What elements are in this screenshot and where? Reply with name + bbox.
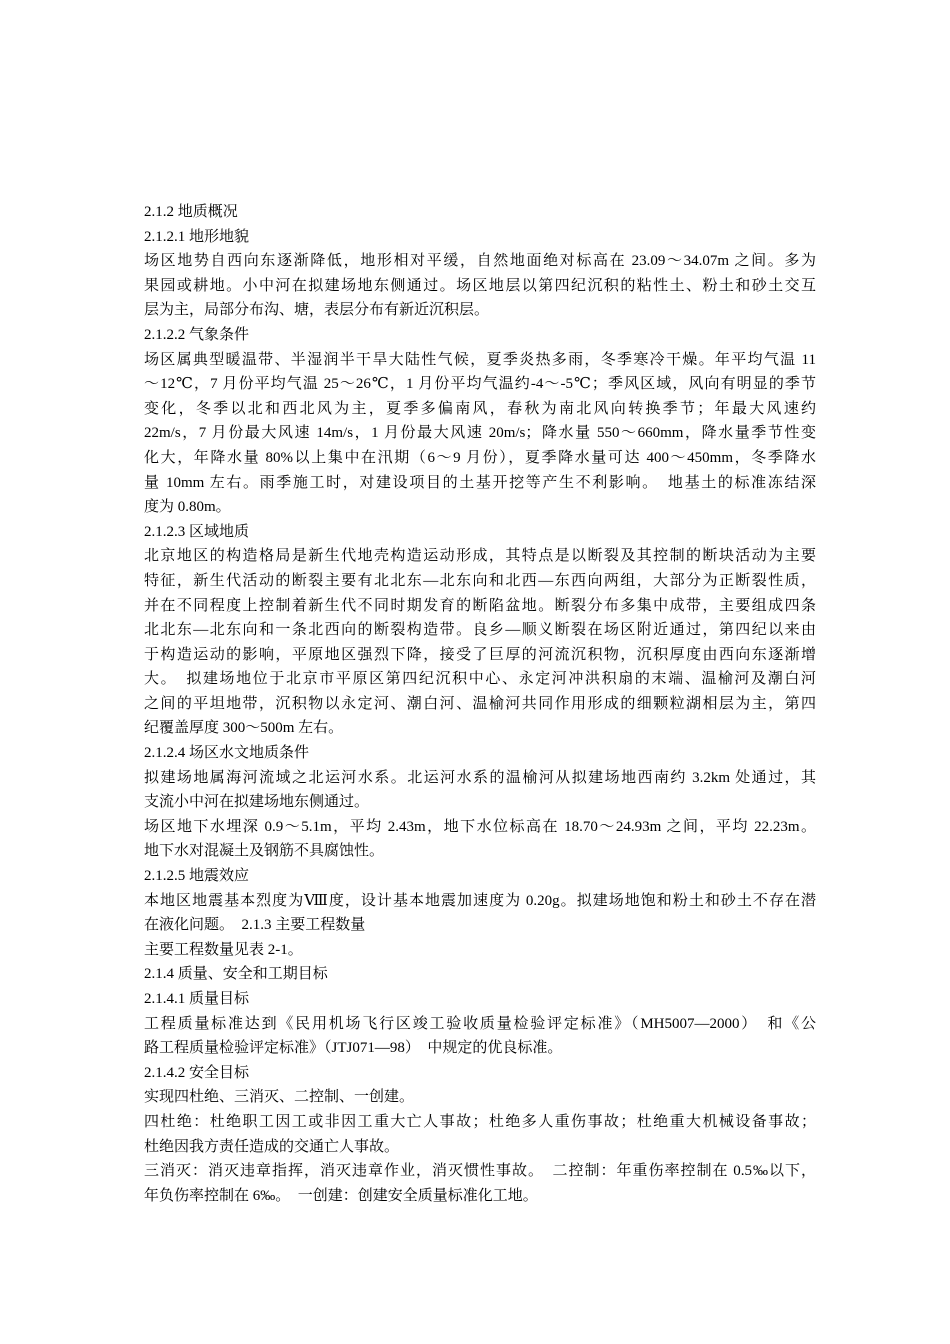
text-line: 杜绝因我方责任造成的交通亡人事故。 — [144, 1138, 400, 1155]
text-line: 路工程质量检验评定标准》（JTJ071—98） 中规定的优良标准。 — [144, 1040, 563, 1057]
text-line: 22m/s，7 月份最大风速 14m/s，1 月份最大风速 20m/s；降水量 550～660mm，降水量季节性变 — [144, 425, 816, 442]
text-line: 化大，年降水量 80%以上集中在汛期（6～9 月份），夏季降水量可达 400～450mm，冬季降水 — [144, 449, 816, 466]
text-line: 2.1.2.3 区域地质 — [144, 523, 250, 540]
text-line: 2.1.4 质量、安全和工期目标 — [144, 966, 328, 983]
text-line: 2.1.2.5 地震效应 — [144, 868, 250, 885]
text-line: 工程质量标准达到《民用机场飞行区竣工验收质量检验评定标准》（MH5007—2000） 和《公 — [144, 1015, 816, 1032]
text-line: 2.1.2.1 地形地貌 — [144, 228, 250, 245]
text-line: 本地区地震基本烈度为Ⅷ度，设计基本地震加速度为 0.20g。拟建场地饱和粉土和砂土不存在潜 — [144, 892, 816, 909]
text-line: 主要工程数量见表 2-1。 — [144, 941, 303, 958]
text-line: 实现四杜绝、三消灭、二控制、一创建。 — [144, 1089, 415, 1106]
text-line: 2.1.2.4 场区水文地质条件 — [144, 745, 310, 762]
text-line: 并在不同程度上控制着新生代不同时期发育的断陷盆地。断裂分布多集中成带，主要组成四条 — [144, 597, 816, 614]
text-line: 在液化问题。 2.1.3 主要工程数量 — [144, 917, 366, 934]
text-line: 四杜绝：杜绝职工因工或非因工重大亡人事故；杜绝多人重伤事故；杜绝重大机械设备事故； — [144, 1113, 816, 1130]
text-line: 2.1.2.2 气象条件 — [144, 326, 250, 343]
text-line: 大。 拟建场地位于北京市平原区第四纪沉积中心、永定河冲洪积扇的末端、温榆河及潮白河 — [144, 671, 816, 688]
text-line: 度为 0.80m。 — [144, 499, 231, 516]
text-line: 2.1.4.2 安全目标 — [144, 1064, 250, 1081]
text-line: 北京地区的构造格局是新生代地壳构造运动形成，其特点是以断裂及其控制的断块活动为主要 — [144, 548, 816, 565]
text-line: 场区地势自西向东逐渐降低，地形相对平缓，自然地面绝对标高在 23.09～34.07m 之间。多为 — [144, 253, 816, 270]
text-line: 地下水对混凝土及钢筋不具腐蚀性。 — [144, 843, 385, 860]
document-body — [144, 200, 816, 1208]
text-line: 场区地下水埋深 0.9～5.1m，平均 2.43m，地下水位标高在 18.70～24.93m 之间，平均 22.23m。 — [144, 818, 816, 835]
text-line: 场区属典型暖温带、半湿润半干旱大陆性气候，夏季炎热多雨，冬季寒冷干燥。年平均气温 11 — [144, 351, 816, 368]
text-line: 年负伤率控制在 6‰。 一创建：创建安全质量标准化工地。 — [144, 1187, 538, 1204]
text-line: 层为主，局部分布沟、塘，表层分布有新近沉积层。 — [144, 302, 490, 319]
text-line: 纪覆盖厚度 300～500m 左右。 — [144, 720, 344, 737]
text-line: 支流小中河在拟建场地东侧通过。 — [144, 794, 370, 811]
text-line: 果园或耕地。小中河在拟建场地东侧通过。场区地层以第四纪沉积的粘性土、粉土和砂土交互 — [144, 277, 816, 294]
text-line: 量 10mm 左右。雨季施工时，对建设项目的土基开挖等产生不利影响。 地基土的标准冻结深 — [144, 474, 816, 491]
text-line: 特征，新生代活动的断裂主要有北北东—北东向和北西—东西向两组，大部分为正断裂性质， — [144, 572, 816, 589]
text-line: 北北东—北东向和一条北西向的断裂构造带。良乡—顺义断裂在场区附近通过，第四纪以来由 — [144, 622, 816, 639]
text-line: 2.1.4.1 质量目标 — [144, 991, 250, 1007]
text-line: 之间的平坦地带，沉积物以永定河、潮白河、温榆河共同作用形成的细颗粒湖相层为主，第四 — [144, 695, 816, 712]
text-line: 2.1.2 地质概况 — [144, 204, 238, 220]
text-line: ～12℃，7 月份平均气温 25～26℃，1 月份平均气温约-4～-5℃；季风区域，风向有明显的季节 — [144, 376, 816, 393]
text-line: 于构造运动的影响，平原地区强烈下降，接受了巨厚的河流沉积物，沉积厚度由西向东逐渐增 — [144, 646, 816, 663]
text-line: 拟建场地属海河流域之北运河水系。北运河水系的温榆河从拟建场地西南约 3.2km 处通过，其 — [144, 769, 816, 786]
text-line: 变化，冬季以北和西北风为主，夏季多偏南风，春秋为南北风向转换季节；年最大风速约 — [144, 400, 816, 417]
text-line: 三消灭：消灭违章指挥，消灭违章作业，消灭惯性事故。 二控制：年重伤率控制在 0.5‰以下， — [144, 1163, 816, 1180]
